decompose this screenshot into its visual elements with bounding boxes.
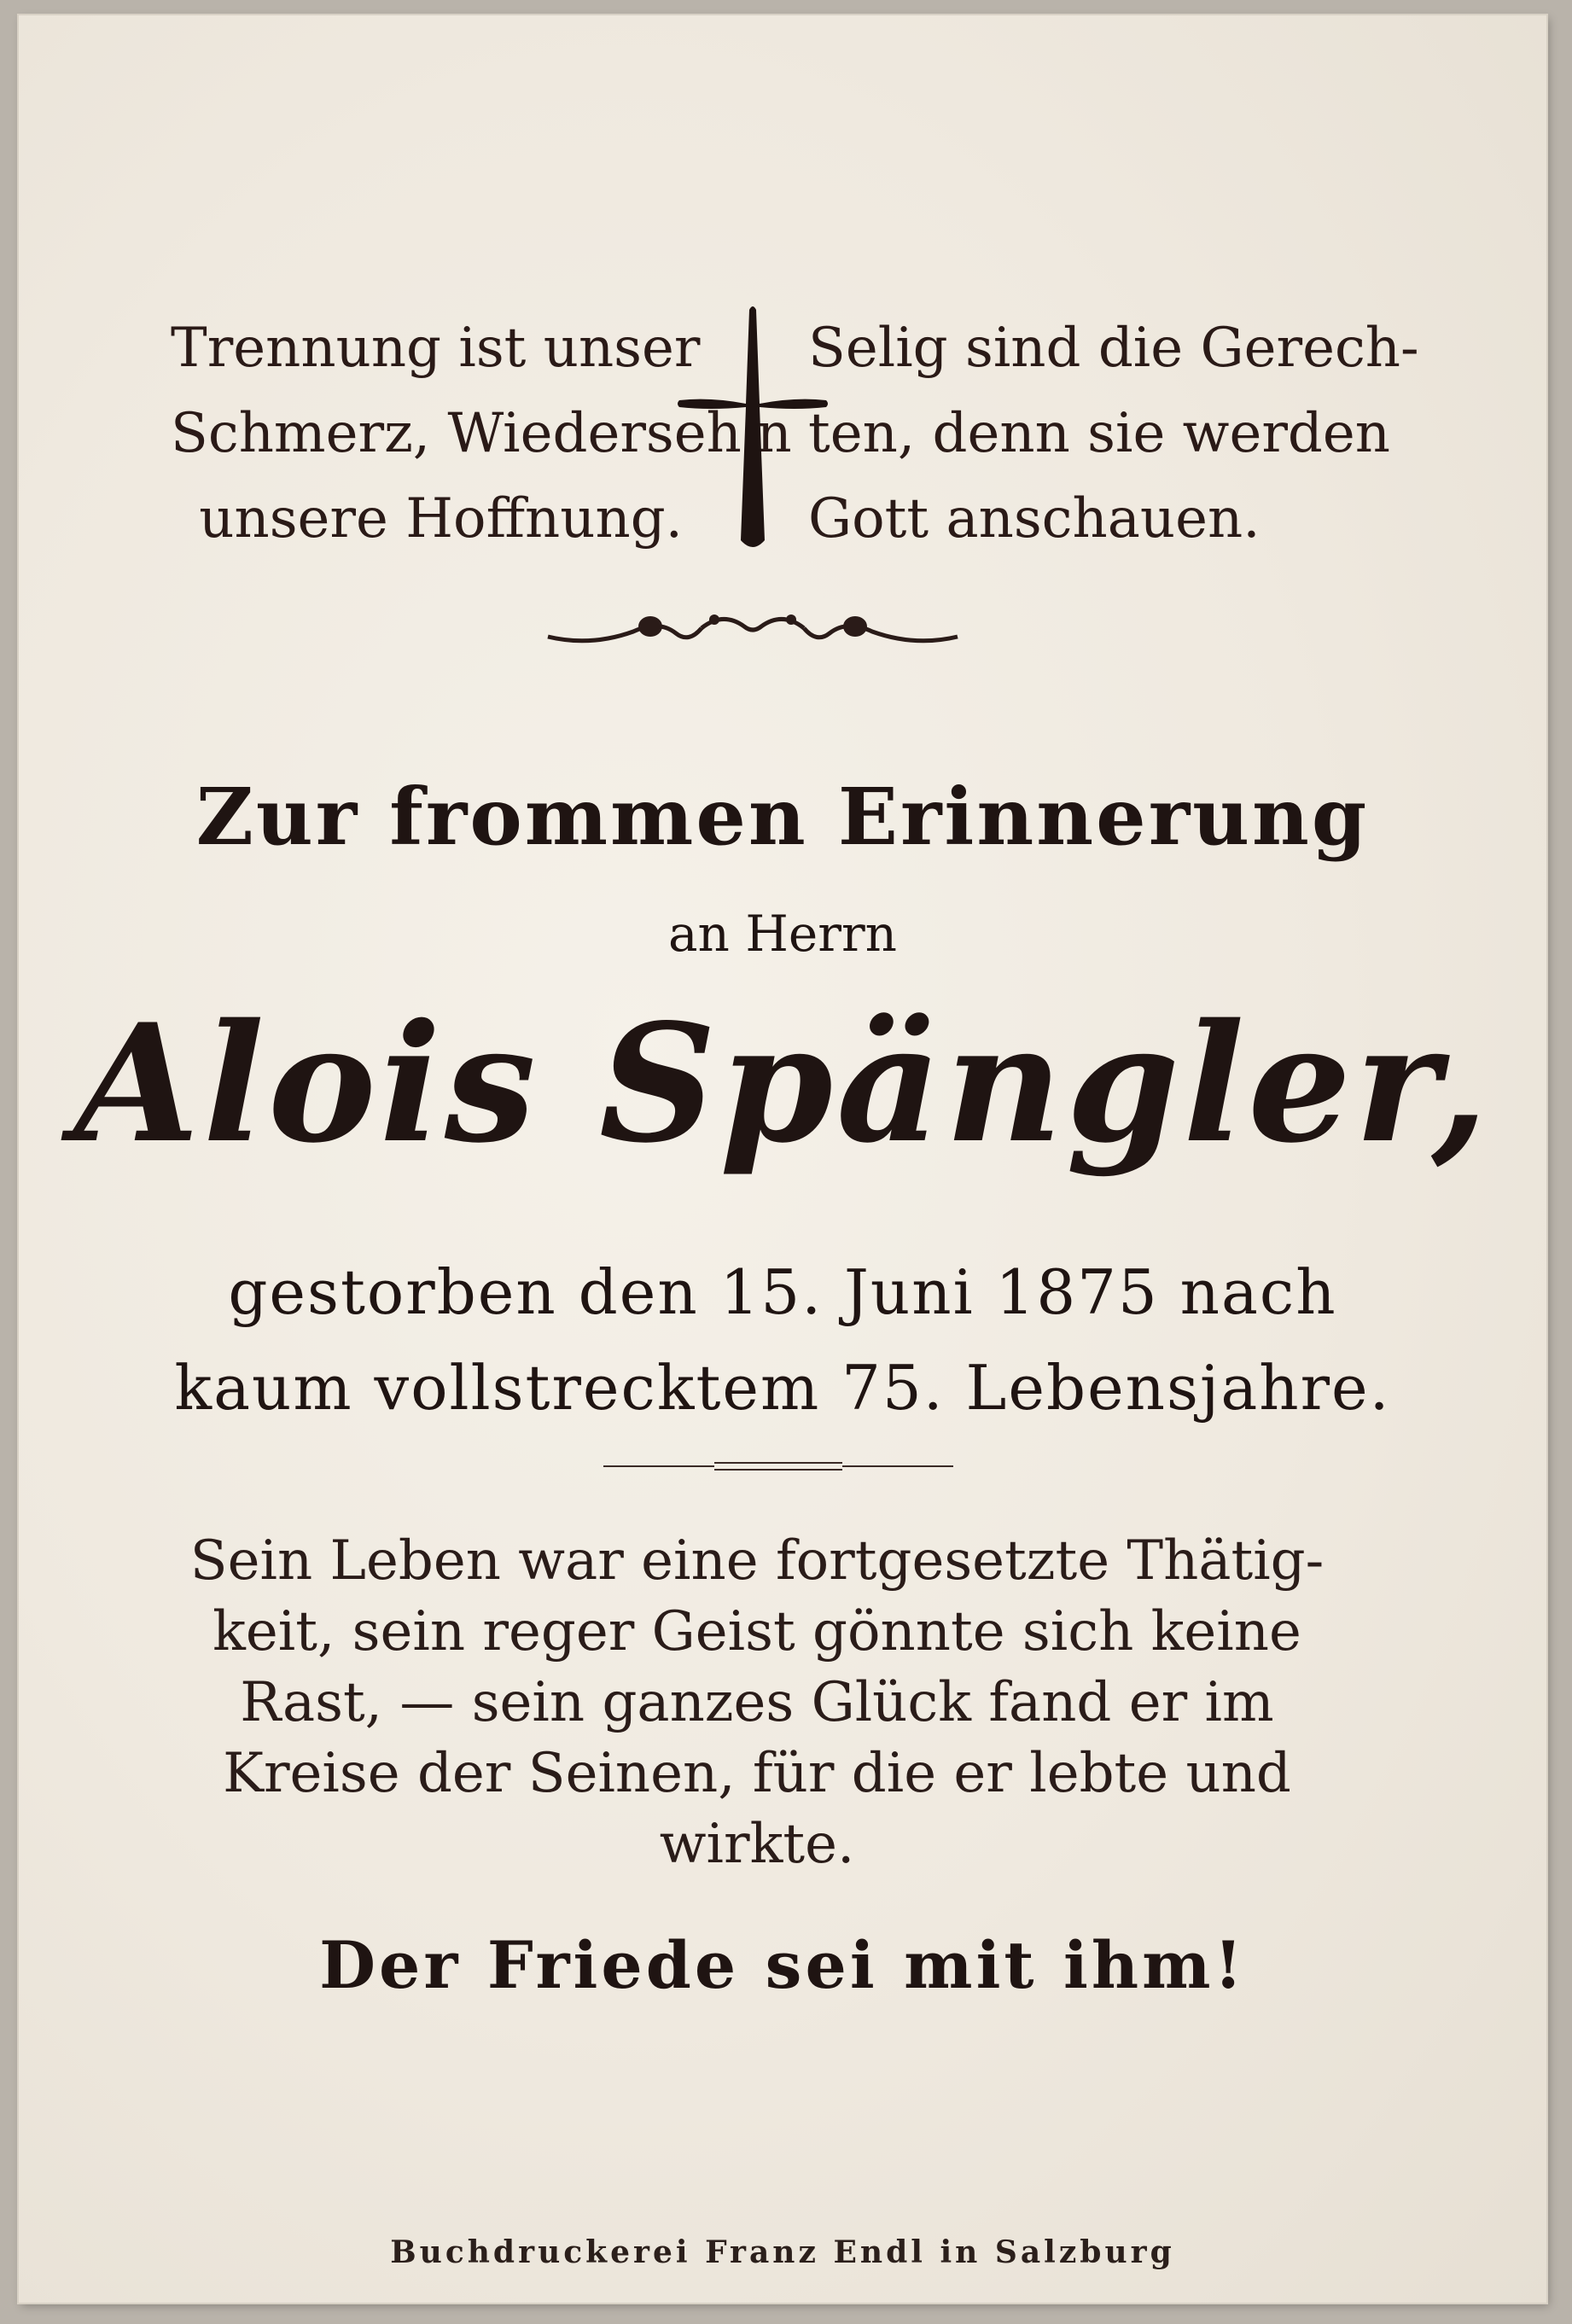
tribute-line: Kreise der Seinen, für die er lebte und	[223, 1742, 1291, 1805]
tribute-line: Rast, — sein ganzes Glück fand er im	[240, 1671, 1274, 1734]
rule-divider-icon	[603, 1458, 953, 1475]
death-line: kaum vollstrecktem 75. Lebensjahre.	[174, 1352, 1391, 1424]
memorial-card	[19, 15, 1546, 2303]
death-notice	[19, 1244, 1546, 1436]
tribute-line: Sein Leben war eine fortgesetzte Thätig-	[189, 1529, 1325, 1593]
printer-imprint: Buchdruckerei Franz Endl in Salzburg	[390, 2234, 1175, 2270]
scroll-ornament-icon	[539, 594, 966, 662]
verse-left-line: Trennung ist unser	[171, 317, 701, 380]
memorial-heading: Zur frommen Erinnerung	[195, 771, 1370, 863]
verse-left-line: unsere Hoffnung.	[199, 487, 683, 550]
death-line: gestorben den 15. Juni 1875 nach	[228, 1256, 1337, 1328]
verse-left-line: Schmerz, Wiederseh'n	[171, 402, 792, 465]
tribute-line: wirkte.	[659, 1813, 855, 1876]
verse-right-line: Gott anschauen.	[808, 487, 1261, 550]
cross-icon	[676, 301, 830, 557]
tribute-text	[172, 1526, 1342, 1880]
verse-left	[171, 306, 792, 562]
verse-right-line: Selig sind die Gerech-	[808, 317, 1419, 380]
verse-right-line: ten, denn sie werden	[808, 402, 1390, 465]
verse-right	[808, 306, 1419, 562]
name-prefix: an Herrn	[667, 905, 898, 963]
closing-blessing: Der Friede sei mit ihm!	[319, 1927, 1246, 2003]
deceased-name: Alois Spängler,	[73, 988, 1492, 1179]
tribute-line: keit, sein reger Geist gönnte sich keine	[213, 1600, 1301, 1663]
